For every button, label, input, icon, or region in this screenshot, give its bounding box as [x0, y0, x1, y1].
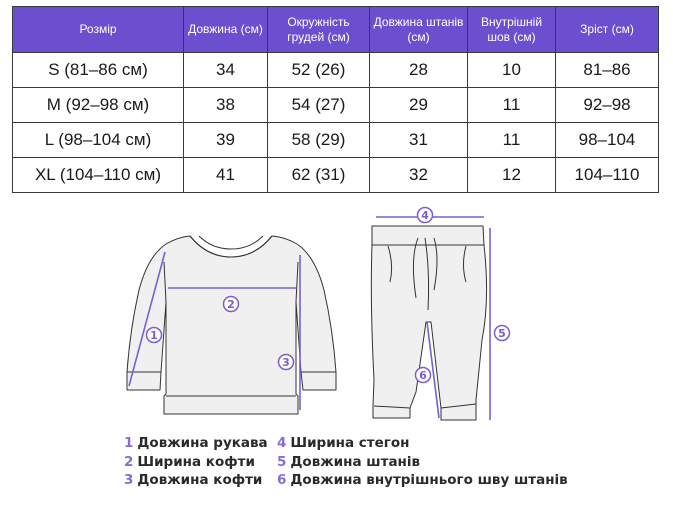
cell-size: XL (104–110 см) [13, 158, 184, 193]
marker-1 [147, 328, 162, 343]
cell-chest: 52 (26) [268, 53, 370, 88]
marker-3 [279, 355, 294, 370]
legend-item-5 [277, 454, 420, 470]
cell-chest: 54 (27) [268, 88, 370, 123]
table-row [13, 123, 659, 158]
legend-number: 2 [124, 454, 134, 470]
legend-number: 1 [124, 435, 134, 451]
garment-diagram [0, 195, 673, 430]
legend-label: Довжина рукава [137, 435, 268, 451]
legend-number: 6 [277, 472, 287, 488]
svg-text:4: 4 [421, 209, 429, 222]
legend-label: Ширина стегон [290, 435, 410, 451]
header-pants-length: Довжина штанів (см) [370, 7, 468, 53]
header-height: Зріст (см) [556, 7, 659, 53]
legend-label: Ширина кофти [137, 454, 255, 470]
cell-pants-length: 32 [370, 158, 468, 193]
marker-6 [416, 368, 431, 383]
table-row [13, 53, 659, 88]
cell-height: 104–110 [556, 158, 659, 193]
cell-chest: 62 (31) [268, 158, 370, 193]
cell-pants-length: 29 [370, 88, 468, 123]
size-table [12, 6, 659, 193]
cell-chest: 58 (29) [268, 123, 370, 158]
legend-label: Довжина штанів [290, 454, 421, 470]
cell-length: 34 [184, 53, 268, 88]
legend-item-4 [277, 435, 409, 451]
table-row [13, 88, 659, 123]
cell-size: M (92–98 см) [13, 88, 184, 123]
cell-height: 81–86 [556, 53, 659, 88]
svg-text:1: 1 [150, 329, 158, 342]
cell-size: L (98–104 см) [13, 123, 184, 158]
svg-text:3: 3 [282, 356, 290, 369]
cell-length: 41 [184, 158, 268, 193]
legend-label: Довжина внутрішнього шву штанів [290, 472, 568, 488]
legend-number: 4 [277, 435, 287, 451]
marker-5 [495, 326, 510, 341]
legend-item-6 [277, 472, 568, 488]
header-size: Розмір [13, 7, 184, 53]
cell-height: 92–98 [556, 88, 659, 123]
svg-text:2: 2 [227, 298, 235, 311]
table-row [13, 158, 659, 193]
legend-number: 3 [124, 472, 134, 488]
cell-inseam: 10 [468, 53, 556, 88]
cell-inseam: 11 [468, 123, 556, 158]
legend-label: Довжина кофти [137, 472, 263, 488]
cell-height: 98–104 [556, 123, 659, 158]
table-header-row [13, 7, 659, 53]
cell-size: S (81–86 см) [13, 53, 184, 88]
marker-2 [224, 297, 239, 312]
cell-inseam: 11 [468, 88, 556, 123]
legend-number: 5 [277, 454, 287, 470]
cell-length: 38 [184, 88, 268, 123]
sweatshirt-illustration [127, 236, 336, 414]
pants-illustration [371, 226, 486, 420]
marker-4 [418, 208, 433, 223]
cell-pants-length: 31 [370, 123, 468, 158]
cell-length: 39 [184, 123, 268, 158]
header-inseam: Внутрішній шов (см) [468, 7, 556, 53]
header-length: Довжина (см) [184, 7, 268, 53]
legend-item-3 [124, 472, 262, 488]
cell-inseam: 12 [468, 158, 556, 193]
header-chest: Окружність грудей (см) [268, 7, 370, 53]
svg-text:5: 5 [498, 327, 506, 340]
cell-pants-length: 28 [370, 53, 468, 88]
legend-item-1 [124, 435, 268, 451]
svg-text:6: 6 [419, 369, 427, 382]
legend-item-2 [124, 454, 255, 470]
